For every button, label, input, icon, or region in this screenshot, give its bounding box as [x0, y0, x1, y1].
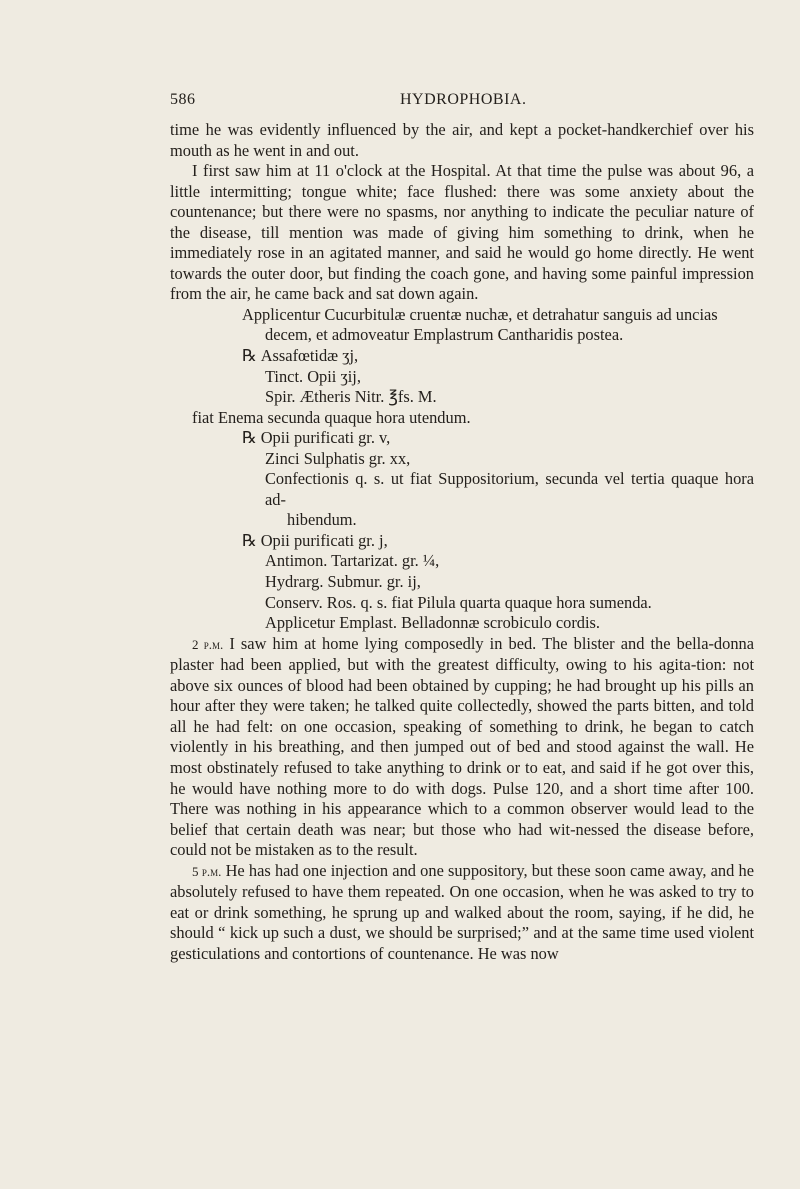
prescription-line: Hydrarg. Submur. gr. ij,: [265, 572, 421, 592]
prescription-cupping: [170, 305, 754, 346]
prescription-pill: [170, 531, 754, 634]
prescription-line: Spir. Ætheris Nitr. ℥fs. M.: [265, 387, 437, 407]
time-marker: 2 p.m.: [192, 636, 224, 652]
prescription-line: decem, et admoveatur Emplastrum Cantharidis postea.: [265, 325, 624, 345]
prescription-line: ℞ Opii purificati gr. v,: [242, 428, 391, 448]
recipe-symbol: ℞: [242, 530, 257, 550]
prescription-line: Tinct. Opii ʒij,: [265, 366, 361, 386]
prescription-line: ℞ Assafœtidæ ʒj,: [242, 346, 359, 366]
prescription-line: Confectionis q. s. ut fiat Suppositorium, secunda vel tertia quaque hora ad-: [265, 469, 754, 509]
running-head: HYDROPHOBIA.: [400, 91, 527, 108]
prescription-line: fiat Enema secunda quaque hora utendum.: [192, 407, 471, 427]
paragraph-4: 5 p.m. He has had one injection and one suppository, but these soon came away, and he absolutely refused to have them repeated. On one occasion, when he was asked to try to eat or drink something, he sprung up and walked about the room, saying, if he did, he should “ kick up such a dust, we should be surprised;” and at the same time used violent gesticulations and contortions of countenance. He was now: [170, 860, 754, 963]
body-text: [170, 120, 754, 964]
prescription-line: ℞ Opii purificati gr. j,: [242, 530, 388, 550]
paragraph-1: time he was evidently influenced by the air, and kept a pocket-handkerchief over his mouth as he went in and out.: [170, 120, 754, 160]
page-number: 586: [170, 91, 196, 108]
prescription-enema: [170, 346, 754, 428]
paragraph-2: I first saw him at 11 o'clock at the Hospital. At that time the pulse was about 96, a little intermitting; tongue white; face flushed: there was some anxiety about the countenance; but there were no spasms, nor anything to indicate the peculiar nature of the disease, till mention was made of giving him something to drink, when he immediately rose in an agitated manner, and said he would go home directly. He went towards the outer door, but finding the coach gone, and having some painful impression from the air, he came back and sat down again.: [170, 161, 754, 304]
time-marker: 5 p.m.: [192, 863, 222, 879]
recipe-symbol: ℞: [242, 346, 257, 366]
recipe-symbol: ℞: [242, 428, 257, 448]
prescription-suppository: [170, 428, 754, 531]
page-header: [170, 91, 630, 117]
prescription-line: Applicetur Emplast. Belladonnæ scrobiculo cordis.: [265, 613, 601, 633]
prescription-line: Zinci Sulphatis gr. xx,: [265, 448, 411, 468]
prescription-line: hibendum.: [287, 510, 357, 530]
paragraph-3: 2 p.m. I saw him at home lying composedly in bed. The blister and the bella-donna plaster had been applied, but with the greatest difficulty, owing to his agita-tion: not above six ounces of blood had been obtained by cupping; he had brought up his pills an hour after they were taken; he talked quite collectedly, showed the parts bitten, and told all he had felt: on one occasion, speaking of something to drink, he began to catch violently in his breathing, and then jumped out of bed and stood against the wall. He most obstinately refused to take anything to drink or to eat, and said if he got over this, he would have nothing more to do with dogs. Pulse 120, and a short time after 100. There was nothing in his appearance which to a common observer would lead to the belief that certain death was near; but those who had wit-nessed the disease before, could not be mistaken as to the result.: [170, 633, 754, 860]
prescription-line: Antimon. Tartarizat. gr. ¼,: [265, 551, 440, 571]
prescription-line: Applicentur Cucurbitulæ cruentæ nuchæ, et detrahatur sanguis ad uncias: [242, 304, 718, 324]
prescription-line: Conserv. Ros. q. s. fiat Pilula quarta quaque hora sumenda.: [265, 592, 652, 612]
